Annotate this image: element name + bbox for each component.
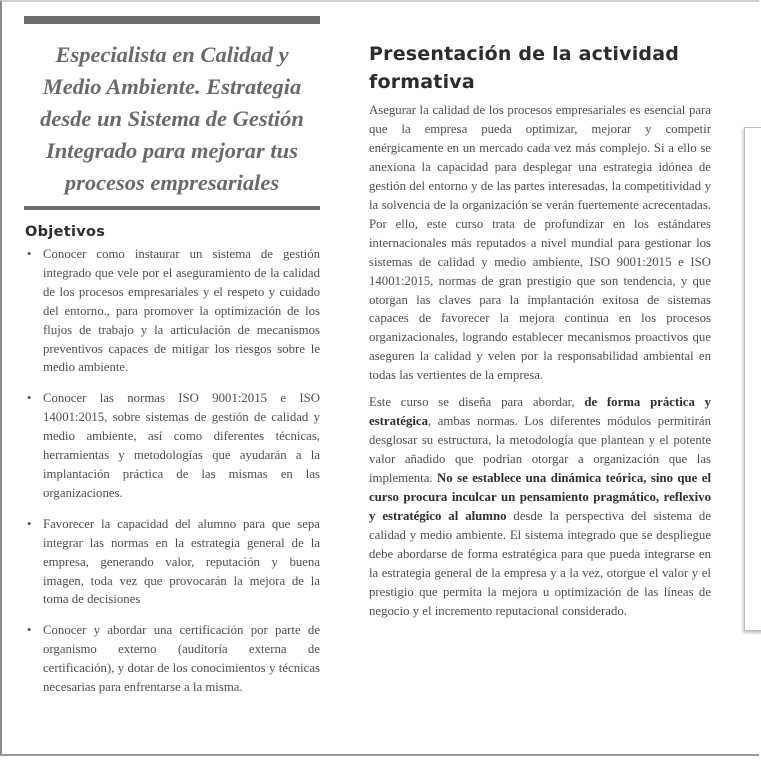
objective-text: Conocer las normas ISO 9001:2015 e ISO 14001:2015, sobre sistemas de gestión de calidad y medio ambiente, así como diferentes técnicas, herramientas y metodologías que ayudarán a la implantación práctica de las mismas en las organizaciones. [43,391,320,500]
objective-text: Favorecer la capacidad del alumno para que sepa integrar las normas en la estrategia general de la empresa, generando valor, reputación y buena imagen, toda vez que provocarán la mejora de la toma de decisiones [43,516,320,607]
objective-item [24,515,320,610]
title-divider [24,206,320,210]
bullet-icon: • [27,516,32,531]
course-title: Especialista en Calidad y Medio Ambiente. Estrategia desde un Sistema de Gestión Integrado para mejorar tus procesos empresariales [40,42,304,195]
paragraph-2-text-1: Este curso se diseña para abordar, [369,395,585,410]
objectives-list [24,245,320,697]
paragraph-2-bold-2: No se establece una dinámica teórica, sino que el curso procura inculcar un pensamiento pragmático, reflexivo y estratégico al alumno [369,471,711,524]
objective-text: Conocer como instaurar un sistema de gestión integrado que vele por el aseguramiento de la calidad de los procesos empresariales y el respeto y cuidado del entorno., para promover la optimización de los flujos de trabajo y la articulación de mecanismos preventivos capaces de mitigar los riesgos sobre le medio ambiente. [43,247,320,375]
bullet-icon: • [27,391,32,406]
presentation-paragraph-2 [369,393,711,620]
paragraph-2-bold-1: de forma práctica y estratégica [369,395,711,429]
right-column [369,40,711,629]
adjacent-page-edge [744,127,761,631]
paragraph-2-text-2: , ambas normas. Los diferentes módulos permitirán desglosar su estructura, la metodología que plantean y el potente valor añadido que podrían otorgar a organización que las implementa. [369,414,711,486]
objectives-heading: Objetivos [25,224,106,240]
bullet-icon: • [27,247,32,261]
top-divider [24,16,320,24]
presentation-heading: Presentación de la actividad formativa [369,43,680,93]
objective-item [24,389,320,502]
bullet-icon: • [27,623,32,638]
paragraph-2-text-3: desde la perspectiva del sistema de calidad y medio ambiente. El sistema integrado que se despliegue debe abordarse de forma estratégica para que pueda integrarse en la estrategia general de la empresa y a la vez, otorgue el valor y el prestigio que permita la mejora u optimización de las líneas de negocio y el incremento reputacional considerado. [369,509,711,618]
left-column [24,16,320,709]
objective-text: Conocer y abordar una certificación por parte de organismo externo (auditoría externa de certificación), y dotar de los conocimientos y técnicas necesarias para enfrentarse a la misma. [43,623,320,695]
presentation-paragraph-1: Asegurar la calidad de los procesos empresariales es esencial para que la empresa pueda optimizar, mejorar y competir enérgicamente en un mercado cada vez más complejo. Si a ello se anexiona la capacidad para desplegar una estrategia idónea de gestión del entorno y de las partes interesadas, la competitividad y la solvencia de la organización se verán fuertemente acrecentadas. Por ello, este curso trata de profundizar en los estándares internacionales más reputados a nivel mundial para gestionar los sistemas de calidad y medio ambiente, ISO 9001:2015 e ISO 14001:2015, normas de gran prestigio que son tendencia, y que otorgan las claves para la implantación exitosa de sistemas capaces de favorecer la mejora continua en los procesos organizacionales, logrando establecer mecanismos proactivos que aseguren la calidad y velen por la responsabilidad ambiental en todas las vertientes de la empresa. [369,103,711,383]
objective-item [24,621,320,697]
objective-item [24,245,320,377]
